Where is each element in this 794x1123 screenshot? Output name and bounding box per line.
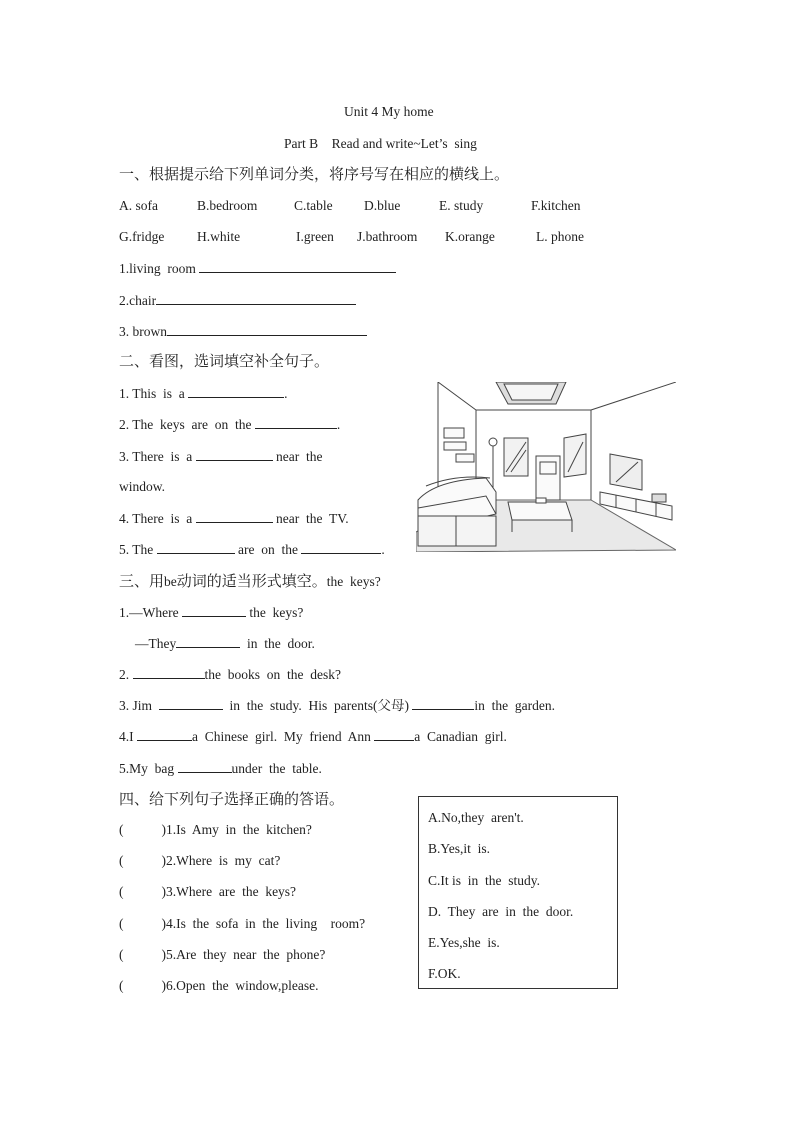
- answer-blank[interactable]: [199, 260, 396, 273]
- s4-question-5: ( )5.Are they near the phone?: [119, 947, 326, 962]
- page-subtitle: Part B Read and write~Let’s sing: [284, 136, 477, 151]
- answer-blank[interactable]: [159, 697, 223, 710]
- section4-heading: 四、给下列句子选择正确的答语。: [119, 790, 345, 808]
- answer-blank[interactable]: [412, 697, 474, 710]
- section2-heading: 二、看图，选词填空补全句子。: [119, 352, 330, 370]
- s4-question-1: ( )1.Is Amy in the kitchen?: [119, 822, 312, 837]
- answer-blank[interactable]: [196, 510, 273, 523]
- answer-blank[interactable]: [374, 728, 414, 741]
- answer-option-c: C.It is in the study.: [428, 873, 541, 888]
- s3-question-1-reply: —They in the door.: [135, 636, 315, 651]
- s3-question-2: 2. the books on the desk?: [119, 667, 341, 682]
- category-living-room: 1.living room: [119, 260, 396, 277]
- section3-heading: 三、用be动词的适当形式填空。the keys?: [119, 572, 381, 590]
- answer-blank[interactable]: [182, 604, 246, 617]
- answer-paren[interactable]: (: [119, 947, 124, 962]
- s4-question-4: ( )4.Is the sofa in the living room?: [119, 916, 366, 931]
- option-c: C.table: [294, 198, 333, 213]
- s4-question-6: ( )6.Open the window,please.: [119, 978, 319, 993]
- answer-option-d: D. They are in the door.: [428, 904, 574, 919]
- option-d: D.blue: [364, 198, 401, 213]
- option-h: H.white: [197, 229, 241, 244]
- s3-question-4: 4.I a Chinese girl. My friend Ann a Canadian girl.: [119, 729, 507, 744]
- s2-question-2: 2. The keys are on the .: [119, 417, 341, 432]
- page-title: Unit 4 My home: [344, 104, 434, 119]
- option-g: G.fridge: [119, 229, 165, 244]
- s2-question-3-cont: window.: [119, 479, 165, 494]
- answer-blank[interactable]: [178, 760, 232, 773]
- s4-question-3: ( )3.Where are the keys?: [119, 884, 297, 899]
- category-brown: 3. brown: [119, 323, 367, 340]
- answer-blank[interactable]: [137, 728, 192, 741]
- answer-option-e: E.Yes,she is.: [428, 935, 500, 950]
- answer-blank[interactable]: [188, 385, 284, 398]
- answer-option-b: B.Yes,it is.: [428, 841, 491, 856]
- option-j: J.bathroom: [357, 229, 418, 244]
- answer-paren[interactable]: (: [119, 853, 124, 868]
- answer-option-f: F.OK.: [428, 966, 461, 981]
- s2-question-1: 1. This is a .: [119, 386, 288, 401]
- option-b: B.bedroom: [197, 198, 258, 213]
- category-chair: 2.chair: [119, 292, 356, 309]
- answer-blank[interactable]: [157, 541, 235, 554]
- answer-paren[interactable]: (: [119, 822, 124, 837]
- s3-question-5: 5.My bag under the table.: [119, 761, 322, 776]
- s2-question-3: 3. There is a near the: [119, 449, 323, 464]
- option-a: A. sofa: [119, 198, 158, 213]
- answer-paren[interactable]: (: [119, 916, 124, 931]
- s2-question-5: 5. The are on the .: [119, 542, 385, 557]
- answer-paren[interactable]: (: [119, 884, 124, 899]
- option-k: K.orange: [445, 229, 495, 244]
- option-e: E. study: [439, 198, 484, 213]
- answer-blank[interactable]: [167, 323, 367, 336]
- answer-blank[interactable]: [196, 448, 273, 461]
- s3-question-3: 3. Jim in the study. His parents(父母) in the garden.: [119, 698, 555, 714]
- option-l: L. phone: [536, 229, 584, 244]
- section1-heading: 一、根据提示给下列单词分类，将序号写在相应的横线上。: [119, 165, 510, 183]
- answer-blank[interactable]: [301, 541, 381, 554]
- room-illustration: [416, 382, 676, 552]
- s2-question-4: 4. There is a near the TV.: [119, 511, 349, 526]
- answer-option-a: A.No,they aren't.: [428, 810, 524, 825]
- answer-blank[interactable]: [133, 666, 205, 679]
- answer-paren[interactable]: (: [119, 978, 124, 993]
- answer-blank[interactable]: [255, 416, 337, 429]
- option-f: F.kitchen: [531, 198, 581, 213]
- answer-blank[interactable]: [156, 292, 356, 305]
- option-i: I.green: [296, 229, 334, 244]
- answer-blank[interactable]: [176, 635, 240, 648]
- s4-question-2: ( )2.Where is my cat?: [119, 853, 281, 868]
- s3-question-1: 1.—Where the keys?: [119, 605, 304, 620]
